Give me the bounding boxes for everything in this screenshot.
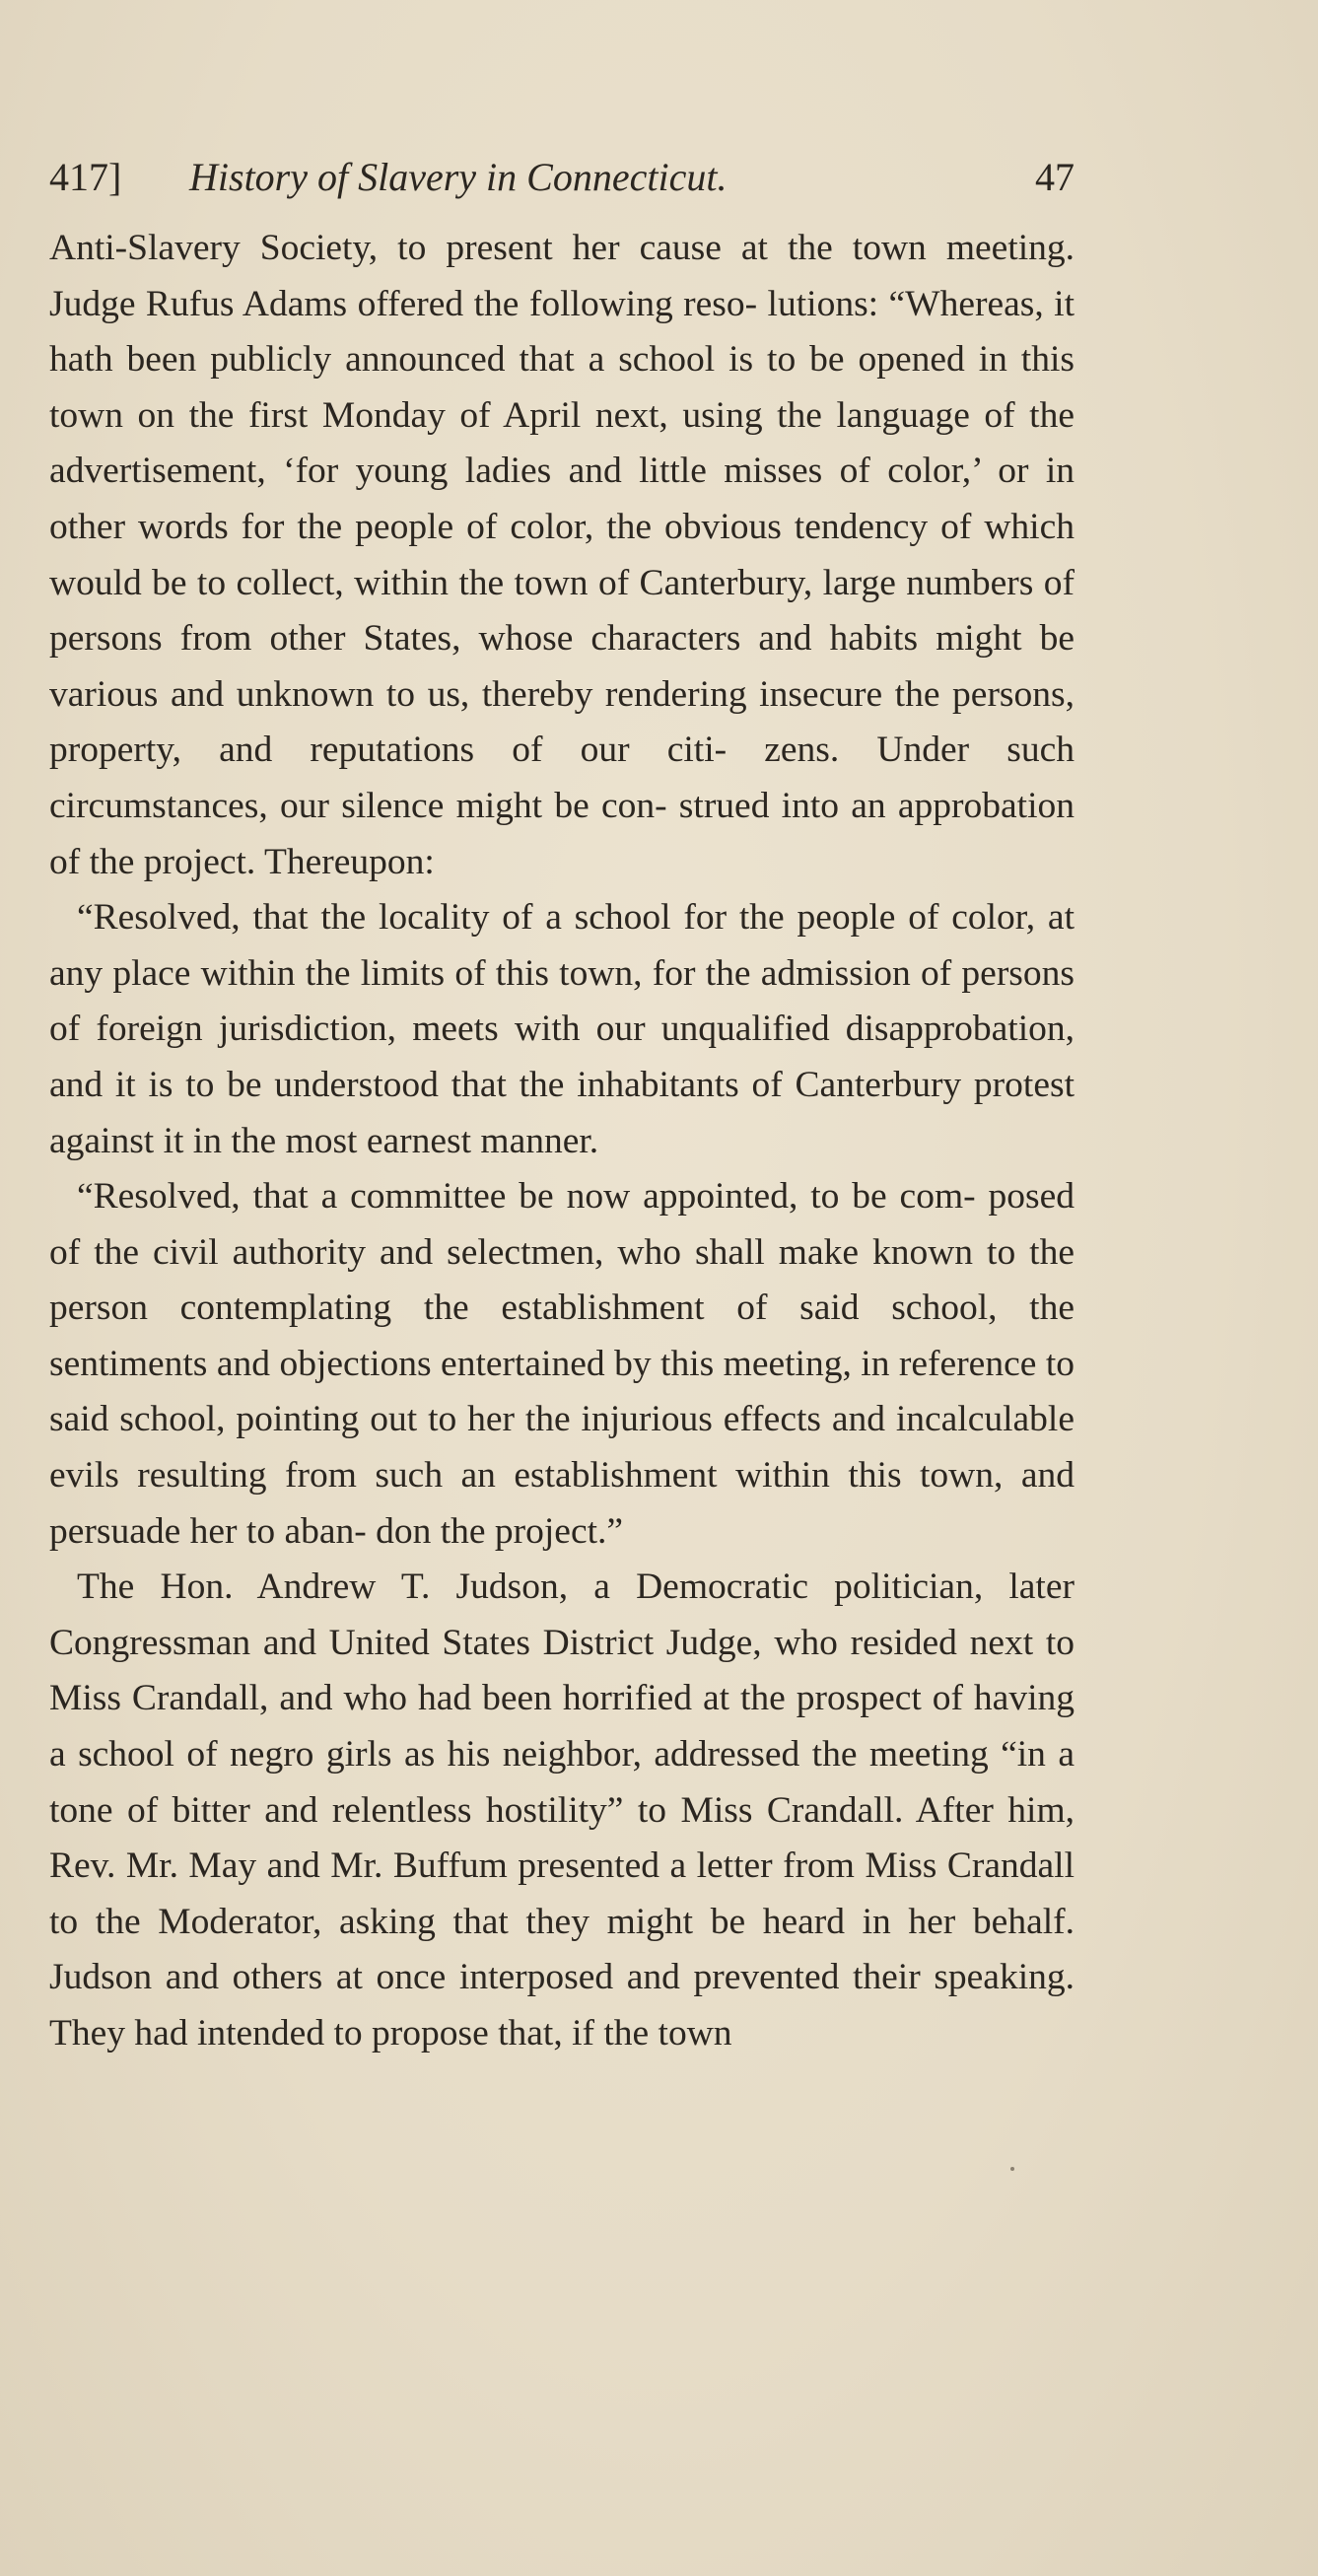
running-title: History of Slavery in Connecticut. xyxy=(189,155,728,199)
running-head xyxy=(49,138,1075,217)
section-number: 417] xyxy=(49,155,122,199)
book-page xyxy=(49,138,1075,2062)
paragraph: The Hon. Andrew T. Judson, a Democratic politician, later Congressman and United States District Judge, who resided next to Miss Crandall, and who had been horrified at the prospect of having a school of negro girls as his neighbor, addressed the meeting “in a tone of bitter and relentless hostility” to Miss Crandall. After him, Rev. Mr. May and Mr. Buffum presented a letter from Miss Crandall to the Moderator, asking that they might be heard in her behalf. Judson and others at once interposed and prevented their speaking. They had intended to propose that, if the town xyxy=(49,1566,1075,2054)
paragraph: “Resolved, that a committee be now appointed, to be com- posed of the civil authority and selectmen, who shall make known to the person contemplating the establishment of said school, the sentiments and objections entertained by this meeting, in reference to said school, pointing out to her the injurious effects and incalculable evils resulting from such an establishment within this town, and persuade her to aban- don the project.” xyxy=(49,1176,1075,1552)
body-text xyxy=(49,221,1075,2062)
paragraph: Anti-Slavery Society, to present her cause at the town meeting. Judge Rufus Adams offered the following reso- lutions: “Whereas, it hath been publicly announced that a school is to be opened in this town on the first Monday of April next, using the language of the advertisement, ‘for young ladies and little misses of color,’ or in other words for the people of color, the obvious tendency of which would be to collect, within the town of Canterbury, large numbers of persons from other States, whose characters and habits might be various and unknown to us, thereby rendering insecure the persons, property, and reputations of our citi- zens. Under such circumstances, our silence might be con- strued into an approbation of the project. Thereupon: xyxy=(49,228,1075,882)
paragraph: “Resolved, that the locality of a school for the people of color, at any place within the limits of this town, for the admission of persons of foreign jurisdiction, meets with our unqualified disapprobation, and it is to be understood that the inhabitants of Canterbury protest against it in the most earnest manner. xyxy=(49,897,1075,1161)
paper-speck xyxy=(1010,2167,1014,2171)
page-number: 47 xyxy=(1035,155,1075,199)
